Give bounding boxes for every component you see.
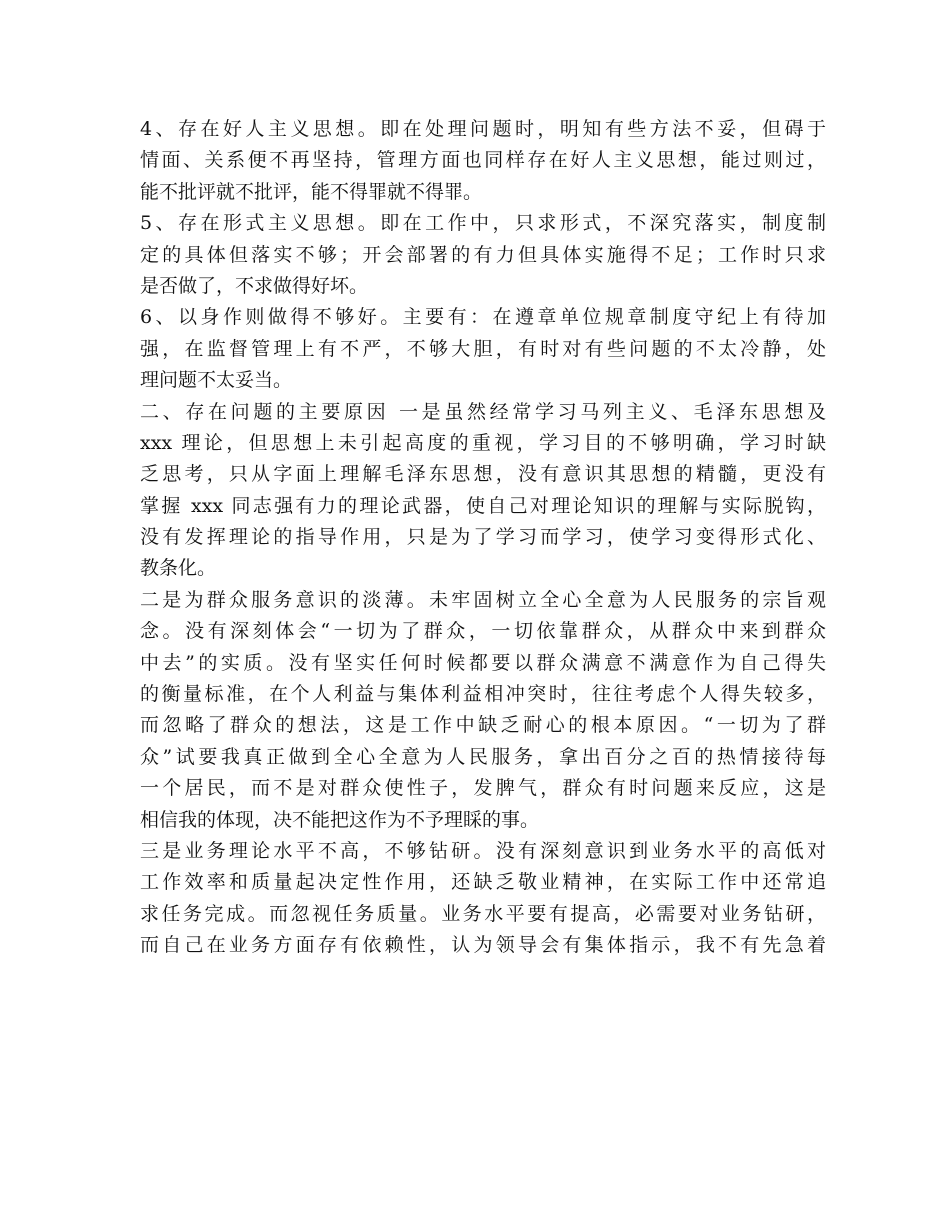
text-line: 是否做了，不求做得好坏。 bbox=[140, 274, 369, 297]
text-line: 二是为群众服务意识的淡薄。未牢固树立全心全意为人民服务的宗旨观 bbox=[140, 588, 826, 611]
text-line: 中去”的实质。没有坚实任何时候都要以群众满意不满意作为自己得失 bbox=[140, 651, 826, 674]
text-line: 求任务完成。而忽视任务质量。业务水平要有提高，必需要对业务钻研， bbox=[140, 902, 826, 925]
text-line: 4、存在好人主义思想。即在处理问题时，明知有些方法不妥，但碍于 bbox=[140, 118, 826, 140]
text-line: 理问题不太妥当。 bbox=[140, 369, 293, 392]
text-line: 三是业务理论水平不高，不够钻研。没有深刻意识到业务水平的高低对 bbox=[140, 839, 826, 862]
text-line: xxx 理论，但思想上未引起高度的重视，学习目的不够明确，学习时缺 bbox=[140, 431, 826, 454]
text-line: 掌握 xxx 同志强有力的理论武器，使自己对理论知识的理解与实际脱钩， bbox=[140, 494, 826, 517]
text-line: 而忽略了群众的想法，这是工作中缺乏耐心的根本原因。“一切为了群 bbox=[140, 714, 826, 737]
text-line: 情面、关系便不再坚持，管理方面也同样存在好人主义思想，能过则过， bbox=[140, 149, 826, 172]
text-line: 6、以身作则做得不够好。主要有：在遵章单位规章制度守纪上有待加 bbox=[140, 306, 826, 329]
text-line: 工作效率和质量起决定性作用，还缺乏敬业精神，在实际工作中还常追 bbox=[140, 871, 826, 894]
text-line: 而自己在业务方面存有依赖性，认为领导会有集体指示，我不有先急着 bbox=[140, 934, 826, 957]
text-line: 二、存在问题的主要原因 一是虽然经常学习马列主义、毛泽东思想及 bbox=[140, 400, 826, 423]
text-line: 教条化。 bbox=[140, 557, 217, 580]
text-line: 的衡量标准，在个人利益与集体利益相冲突时，往往考虑个人得失较多， bbox=[140, 683, 826, 706]
text-line: 没有发挥理论的指导作用，只是为了学习而学习，使学习变得形式化、 bbox=[140, 526, 826, 549]
text-line: 5、存在形式主义思想。即在工作中，只求形式，不深究落实，制度制 bbox=[140, 212, 826, 235]
text-line: 众”试要我真正做到全心全意为人民服务，拿出百分之百的热情接待每 bbox=[140, 745, 826, 768]
text-line: 强，在监督管理上有不严，不够大胆，有时对有些问题的不太冷静，处 bbox=[140, 337, 826, 360]
text-line: 能不批评就不批评，能不得罪就不得罪。 bbox=[140, 180, 483, 203]
document-body bbox=[140, 114, 826, 962]
text-line: 乏思考，只从字面上理解毛泽东思想，没有意识其思想的精髓，更没有 bbox=[140, 463, 826, 486]
text-line: 定的具体但落实不够；开会部署的有力但具体实施得不足；工作时只求 bbox=[140, 243, 826, 266]
text-line: 相信我的体现，决不能把这作为不予理睬的事。 bbox=[140, 808, 540, 831]
text-line: 一个居民，而不是对群众使性子，发脾气，群众有时问题来反应，这是 bbox=[140, 777, 826, 800]
text-line: 念。没有深刻体会“一切为了群众，一切依靠群众，从群众中来到群众 bbox=[140, 620, 826, 643]
